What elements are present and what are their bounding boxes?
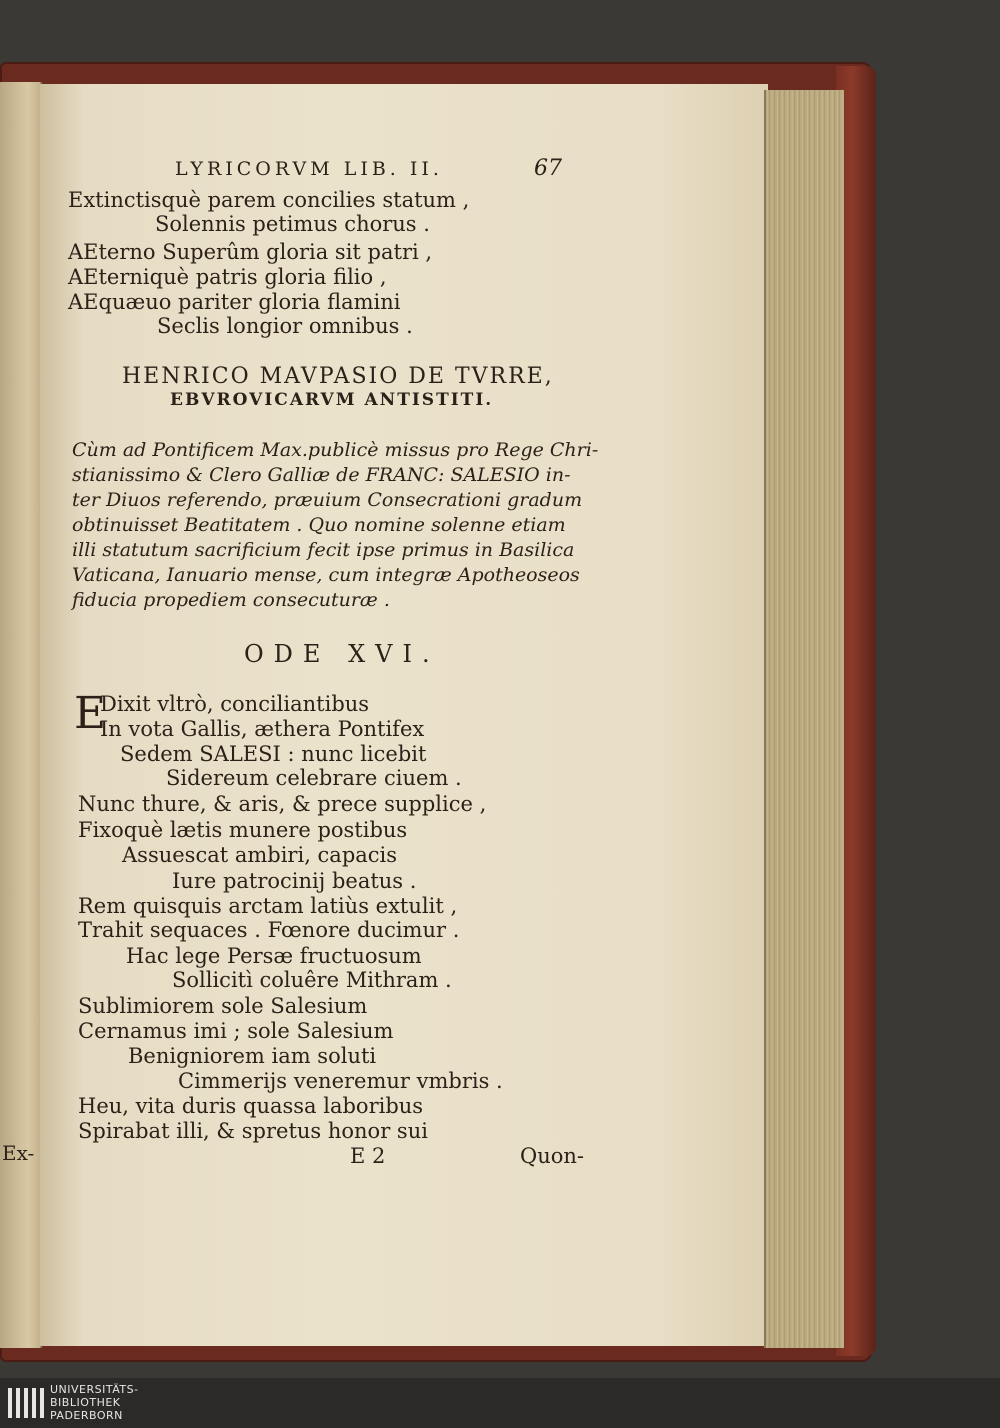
catchword: Quon- [520,1144,585,1168]
page-number: 67 [534,156,562,181]
poem-line: AEterno Superûm gloria sit patri , [68,240,433,264]
ode-line: Heu, vita duris quassa laboribus [78,1094,424,1118]
ode-line: Cernamus imi ; sole Salesium [78,1019,394,1043]
footer-bar [0,1378,1000,1428]
library-name-line: PADERBORN [50,1409,123,1422]
ode-line: Sollicitì coluêre Mithram . [172,968,452,992]
argument-line: fiducia propediem consecuturæ . [72,589,390,611]
ode-line: Sedem SALESI : nunc licebit [120,742,427,766]
running-title: LYRICORVM LIB. II. [175,158,443,180]
poem-line: Extinctisquè parem concilies statum , [68,188,470,212]
argument-line: stianissimo & Clero Galliæ de FRANC: SALESIO in- [72,464,571,486]
library-name-line: BIBLIOTHEK [50,1396,121,1409]
ode-line: Trahit sequaces . Fœnore ducimur . [78,918,460,942]
poem-line: Seclis longior omnibus . [157,314,413,338]
ode-line: Nunc thure, & aris, & prece supplice , [78,792,487,816]
left-page-catchword: Ex- [2,1141,35,1165]
argument-line: Cùm ad Pontificem Max.publicè missus pro Rege Chri- [72,439,599,461]
ode-line: Iure patrocinij beatus . [172,869,417,893]
library-logo-icon [6,1384,46,1422]
argument-line: Vaticana, Ianuario mense, cum integræ Apotheoseos [72,564,580,586]
dedication-heading: HENRICO MAVPASIO DE TVRRE, [122,364,554,389]
ode-line: Assuescat ambiri, capacis [122,843,398,867]
ode-line: Spirabat illi, & spretus honor sui [78,1119,428,1143]
poem-line: AEquæuo pariter gloria flamini [68,290,401,314]
ode-line: Benigniorem iam soluti [128,1044,377,1068]
poem-line: AEterniquè patris gloria filio , [68,265,387,289]
dedication-subheading: EBVROVICARVM ANTISTITI. [170,390,494,410]
signature-mark: E 2 [350,1144,386,1168]
drop-cap: E [74,688,107,739]
argument-line: obtinuisset Beatitatem . Quo nomine solenne etiam [72,514,566,536]
library-name-line: UNIVERSITÄTS- [50,1383,139,1396]
ode-line: Hac lege Persæ fructuosum [126,944,422,968]
ode-line: Cimmerijs veneremur vmbris . [178,1069,503,1093]
ode-line: Sidereum celebrare ciuem . [166,766,462,790]
ode-line: Fixoquè lætis munere postibus [78,818,408,842]
ode-line: Rem quisquis arctam latiùs extulit , [78,894,458,918]
ode-title: ODE XVI. [244,640,440,668]
ode-line: In vota Gallis, æthera Pontifex [100,717,425,741]
ode-line: Sublimiorem sole Salesium [78,994,368,1018]
ode-line: Dixit vltrò, conciliantibus [100,692,370,716]
argument-line: illi statutum sacrificium fecit ipse primus in Basilica [72,539,575,561]
page-block-edges [764,90,844,1348]
argument-line: ter Diuos referendo, præuium Consecrationi gradum [72,489,583,511]
poem-line: Solennis petimus chorus . [155,212,430,236]
